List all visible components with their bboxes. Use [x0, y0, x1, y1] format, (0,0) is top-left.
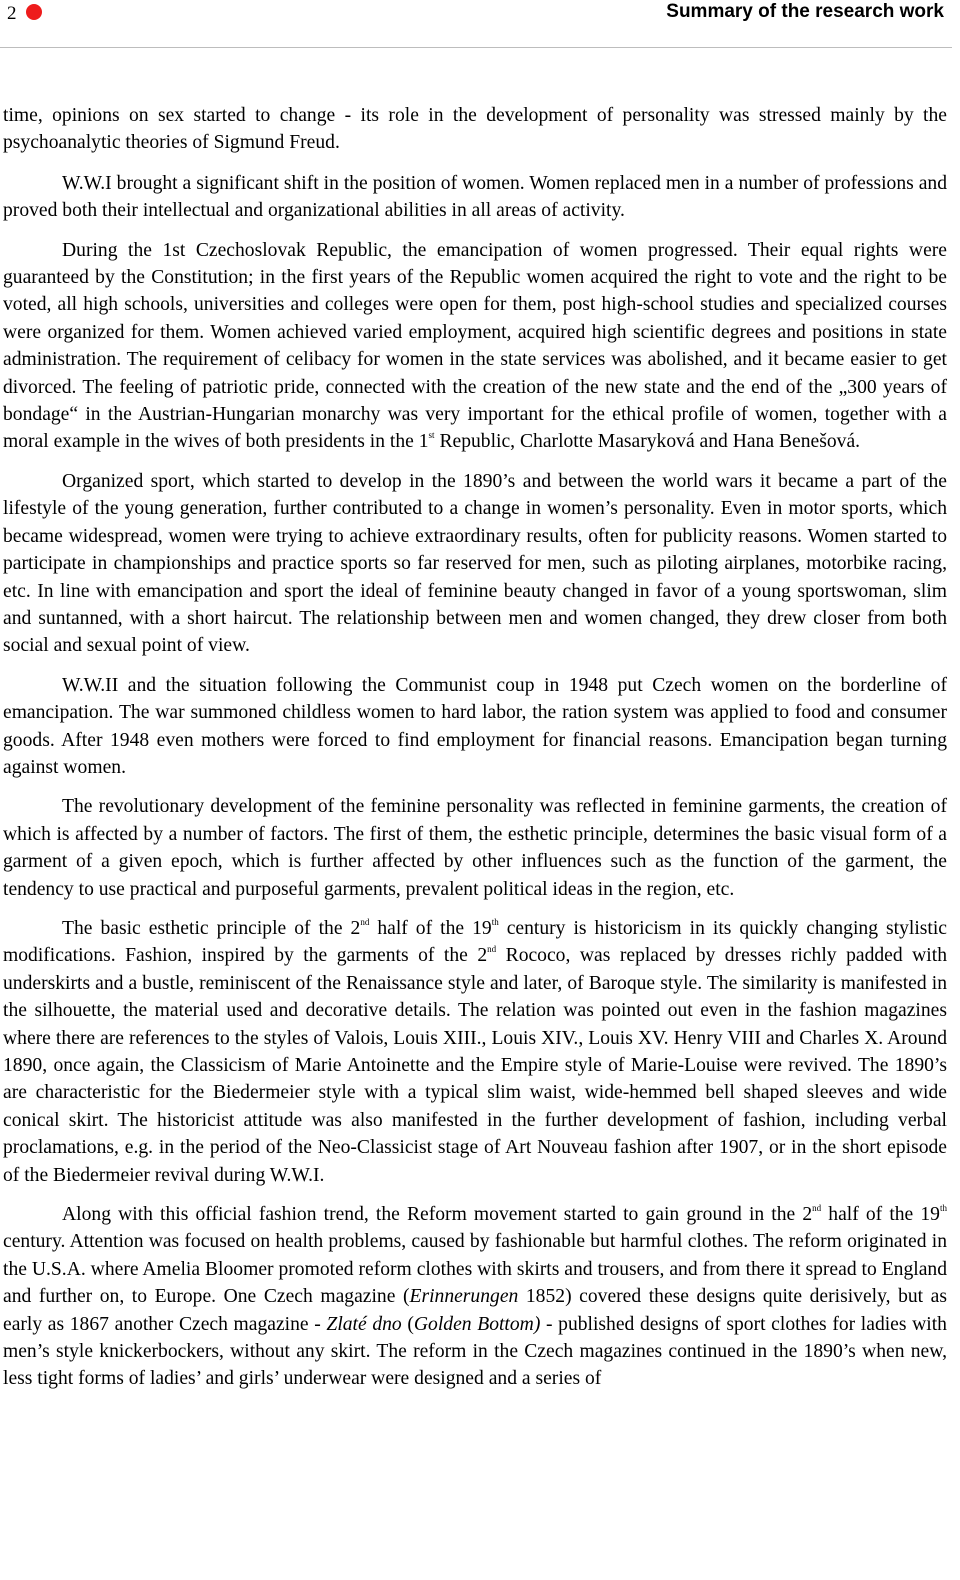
- superscript: nd: [487, 944, 497, 955]
- superscript: th: [939, 1203, 947, 1214]
- paragraph-historicism: [3, 915, 947, 1189]
- paragraph-first-republic: [3, 237, 947, 456]
- text-run: - published designs of sport clothes for ladies with men’s style knickerbockers, without any skirt. The reform in the Czech magazines continued in the 1890’s when new, less tight forms of ladies’ and girls’ underwear were designed and a series of: [3, 1313, 947, 1390]
- page-header: [0, 0, 960, 48]
- text-run: century. Attention was focused on health problems, caused by fashionable but harmful clothes. The reform originated in the U.S.A. where Amelia Bloomer promoted reform clothes with skirts and trousers, and from there it spread to England and further on, to Europe. One Czech magazine (: [3, 1231, 947, 1308]
- superscript: st: [428, 430, 435, 441]
- page-body: [3, 102, 947, 1405]
- superscript: th: [491, 916, 499, 927]
- text-run: half of the 19: [821, 1204, 940, 1226]
- text-run: (: [401, 1313, 414, 1335]
- superscript: nd: [360, 916, 370, 927]
- page-number: 2: [7, 3, 17, 24]
- paragraph-continuation: time, opinions on sex started to change - its role in the development of personality was stressed mainly by the psychoanalytic theories of Sigmund Freud.: [3, 105, 947, 154]
- text-run: 1852) covered these designs quite derisively, but as early as 1867 another Czech magazine -: [3, 1286, 947, 1335]
- text-run: century is historicism in its quickly changing stylistic modifications. Fashion, inspired by the garments of the 2: [3, 917, 947, 967]
- paragraph-garments: The revolutionary development of the feminine personality was reflected in feminine garments, the creation of which is affected by a number of factors. The first of them, the esthetic principle, determines the basic visual form of a garment of a given epoch, which is further affected by other influences such as the function of the garment, the tendency to use practical and purposeful garments, prevalent political ideas in the region, etc.: [3, 796, 947, 900]
- paragraph-wwii: W.W.II and the situation following the Communist coup in 1948 put Czech women on the borderline of emancipation. The war summoned childless women to hard labor, the ration system was applied to food and consumer goods. After 1948 even mothers were forced to find employment for financial reasons. Emancipation began turning against women.: [3, 674, 947, 778]
- text-run: half of the 19: [369, 917, 492, 939]
- text-run: During the 1st Czechoslovak Republic, the emancipation of women progressed. Their equal rights were guaranteed by the Constitution; in the first years of the Republic women acquired the right to vote and the right to be voted, all high schools, universities and colleges were open for them, post high-school studies and specialized courses were organized for them. Women achieved varied employment, acquired high scientific degrees and positions in state administration. The requirement of celibacy for women in the state services was abolished, and it became easier to get divorced. The feeling of patriotic pride, connected with the creation of the new state and the end of the „300 years of bondage“ in the Austrian-Hungarian monarchy was very important for the ethical profile of women, together with a moral example in the wives of both presidents in the 1: [3, 239, 947, 453]
- superscript: nd: [812, 1203, 822, 1214]
- header-title: Summary of the research work: [666, 1, 944, 22]
- text-run: The basic esthetic principle of the 2: [62, 917, 361, 939]
- header-divider: [0, 47, 952, 48]
- paragraph-wwi: W.W.I brought a significant shift in the position of women. Women replaced men in a number of professions and proved both their intellectual and organizational abilities in all areas of activity.: [3, 172, 947, 222]
- italic-title: Zlaté dno: [326, 1313, 402, 1335]
- italic-title: Erinnerungen: [409, 1286, 519, 1308]
- text-run: Rococo, was replaced by dresses richly padded with underskirts and a bustle, reminiscent of the Renaissance style and later, of Baroque style. The similarity is manifested in the silhouette, the material used and decorative details. The relation was pointed out even in the fashion magazines where there are references to the styles of Valois, Louis XIII., Louis XIV., Louis XV. Henry VIII and Charles X. Around 1890, once again, the Classicism of Marie Antoinette and the Empire style of Marie-Louise were revived. The 1890’s are characteristic for the Biedermeier style with a typical slim waist, wide-hemmed bell shaped sleeves and wide conical skirt. The historicist attitude was also manifested in the further development of fashion, including verbal proclamations, e.g. in the period of the Neo-Classicist stage of Art Nouveau fashion after 1907, or in the short episode of the Biedermeier revival during W.W.I.: [3, 945, 947, 1186]
- red-dot-icon: [26, 4, 42, 20]
- paragraph-sport: Organized sport, which started to develop in the 1890’s and between the world wars it became a part of the lifestyle of the young generation, further contributed to a change in women’s personality. Even in motor sports, which became widespread, women were trying to achieve extraordinary results, often for publicity reasons. Women started to participate in championships and practice sports so far reserved for men, such as piloting airplanes, motorbike racing, etc. In line with emancipation and sport the ideal of feminine beauty changed in favor of a young sportswoman, slim and suntanned, with a short haircut. The relationship between men and women changed, they drew closer from both social and sexual point of view.: [3, 470, 947, 657]
- italic-title: Golden Bottom): [413, 1313, 541, 1335]
- text-run: Along with this official fashion trend, the Reform movement started to gain ground in the 2: [62, 1204, 813, 1226]
- paragraph-reform-movement: [3, 1201, 947, 1393]
- text-run: Republic, Charlotte Masaryková and Hana Benešová.: [434, 431, 861, 453]
